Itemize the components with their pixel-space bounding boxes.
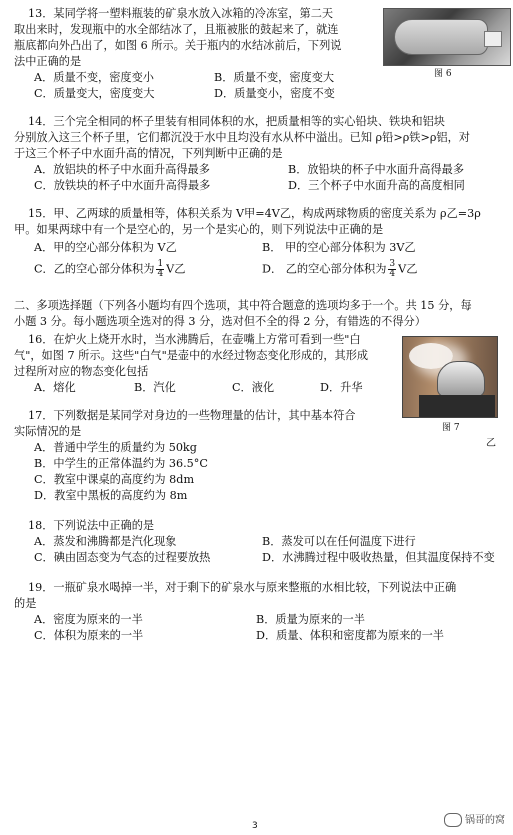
q15-option-d-text: D． 乙的空心部分体积为 — [262, 262, 387, 276]
q17-line1: 17．下列数据是某同学对身边的一些物理量的估计，其中基本符合 — [28, 409, 356, 422]
q17-line2: 实际情况的是 — [14, 425, 82, 438]
q16-option-c: C．液化 — [232, 381, 275, 394]
q16-option-a: A．熔化 — [34, 381, 76, 394]
q14-line3: 于这三个杯子中水面升高的情况，下列判断中正确的是 — [14, 147, 283, 160]
page-number: 3 — [252, 821, 258, 831]
q15-line1: 15．甲、乙两球的质量相等，体积关系为 V甲=4V乙，构成两球物质的密度关系为 ρ乙=3ρ — [28, 207, 481, 220]
q15-line2: 甲。如果两球中有一个是空心的，另一个是实心的，则下列说法中正确的是 — [14, 223, 384, 236]
q19-line1: 19．一瓶矿泉水喝掉一半，对于剩下的矿泉水与原来整瓶的水相比较，下列说法中正确 — [28, 581, 457, 594]
q15-option-d-fraction: $\frac{3}{4}$ — [389, 259, 396, 279]
section2-heading-line2: 小题 3 分。每小题选项全选对的得 3 分，选对但不全的得 2 分，有错选的不得分） — [14, 315, 426, 328]
q19-line2: 的是 — [14, 597, 37, 610]
q17-option-b: B．中学生的正常体温约为 36.5°C — [34, 457, 208, 470]
watermark-text: 锅哥的窝 — [465, 815, 505, 826]
q16-option-b: B．汽化 — [134, 381, 176, 394]
q13-line2: 取出来时，发现瓶中的水全部结冰了，且瓶被胀的鼓起来了，就连 — [14, 23, 339, 36]
q13-option-b: B．质量不变，密度变大 — [214, 71, 335, 84]
section2-heading-line1: 二、多项选择题（下列各小题均有四个选项，其中符合题意的选项均多于一个。共 15 分，每 — [14, 299, 472, 312]
q15-option-d — [262, 260, 417, 279]
q13-option-c: C．质量变大，密度变大 — [34, 87, 155, 100]
q18-option-d: D．水沸腾过程中吸收热量，但其温度保持不变 — [262, 551, 495, 564]
q19-option-a: A．密度为原来的一半 — [34, 613, 143, 626]
q16-line2: 气"，如图 7 所示。这些"白气"是壶中的水经过物态变化形成的，其形成 — [14, 349, 369, 362]
watermark — [444, 813, 505, 829]
q18-option-a: A．蒸发和沸腾都是汽化现象 — [34, 535, 177, 548]
q15-option-d-unit: V乙 — [398, 262, 418, 276]
q14-option-d: D．三个杯子中水面升高的高度相同 — [288, 179, 465, 192]
q18-option-b: B．蒸发可以在任何温度下进行 — [262, 535, 416, 548]
q15-option-c-unit: V乙 — [166, 262, 186, 276]
q15-option-c — [34, 260, 185, 279]
figure-7-side-mark: 乙 — [486, 438, 496, 449]
figure-6-caption: 图 6 — [434, 69, 452, 79]
q14-line2: 分别放入这三个杯子里，它们都沉没于水中且均没有水从杯中溢出。已知 ρ铅>ρ铁>ρ铝，对 — [14, 131, 470, 144]
q16-line1: 16．在炉火上烧开水时，当水沸腾后，在壶嘴上方常可看到一些"白 — [28, 333, 361, 346]
q13-line1: 13．某同学将一塑料瓶装的矿泉水放入冰箱的冷冻室，第二天 — [28, 7, 334, 20]
q16-option-d: D．升华 — [320, 381, 363, 394]
q13-option-a: A．质量不变，密度变小 — [34, 71, 154, 84]
q18-line1: 18．下列说法中正确的是 — [28, 519, 155, 532]
figure-6-frozen-bottle-photo — [383, 8, 511, 66]
q18-option-c: C．碘由固态变为气态的过程要放热 — [34, 551, 211, 564]
q15-option-c-text: C．乙的空心部分体积为 — [34, 262, 155, 276]
q15-option-c-fraction: $\frac{1}{4}$ — [157, 259, 164, 279]
q14-option-b: B．放铅块的杯子中水面升高得最多 — [288, 163, 465, 176]
q14-option-a: A．放铝块的杯子中水面升高得最多 — [34, 163, 210, 176]
q17-option-a: A．普通中学生的质量约为 50kg — [34, 441, 197, 454]
q13-line4: 法中正确的是 — [14, 55, 82, 68]
q14-line1: 14．三个完全相同的杯子里装有相同体积的水，把质量相等的实心铅块、铁块和铝块 — [28, 115, 445, 128]
figure-7-caption: 图 7 — [442, 423, 460, 433]
q15-option-a: A．甲的空心部分体积为 V乙 — [34, 241, 177, 254]
q13-option-d: D．质量变小，密度不变 — [214, 87, 335, 100]
q17-option-d: D．教室中黑板的高度约为 8m — [34, 489, 188, 502]
q19-option-d: D．质量、体积和密度都为原来的一半 — [256, 629, 444, 642]
wechat-icon — [444, 813, 462, 827]
q19-option-b: B．质量为原来的一半 — [256, 613, 365, 626]
q17-option-c: C．教室中课桌的高度约为 8dm — [34, 473, 195, 486]
q16-line3: 过程所对应的物态变化包括 — [14, 365, 149, 378]
q19-option-c: C．体积为原来的一半 — [34, 629, 144, 642]
q14-option-c: C．放铁块的杯子中水面升高得最多 — [34, 179, 211, 192]
q13-line3: 瓶底都向外凸出了，如图 6 所示。关于瓶内的水结冰前后，下列说 — [14, 39, 342, 52]
q15-option-b: B． 甲的空心部分体积为 3V乙 — [262, 241, 416, 254]
figure-7-boiling-kettle-photo — [402, 336, 498, 418]
